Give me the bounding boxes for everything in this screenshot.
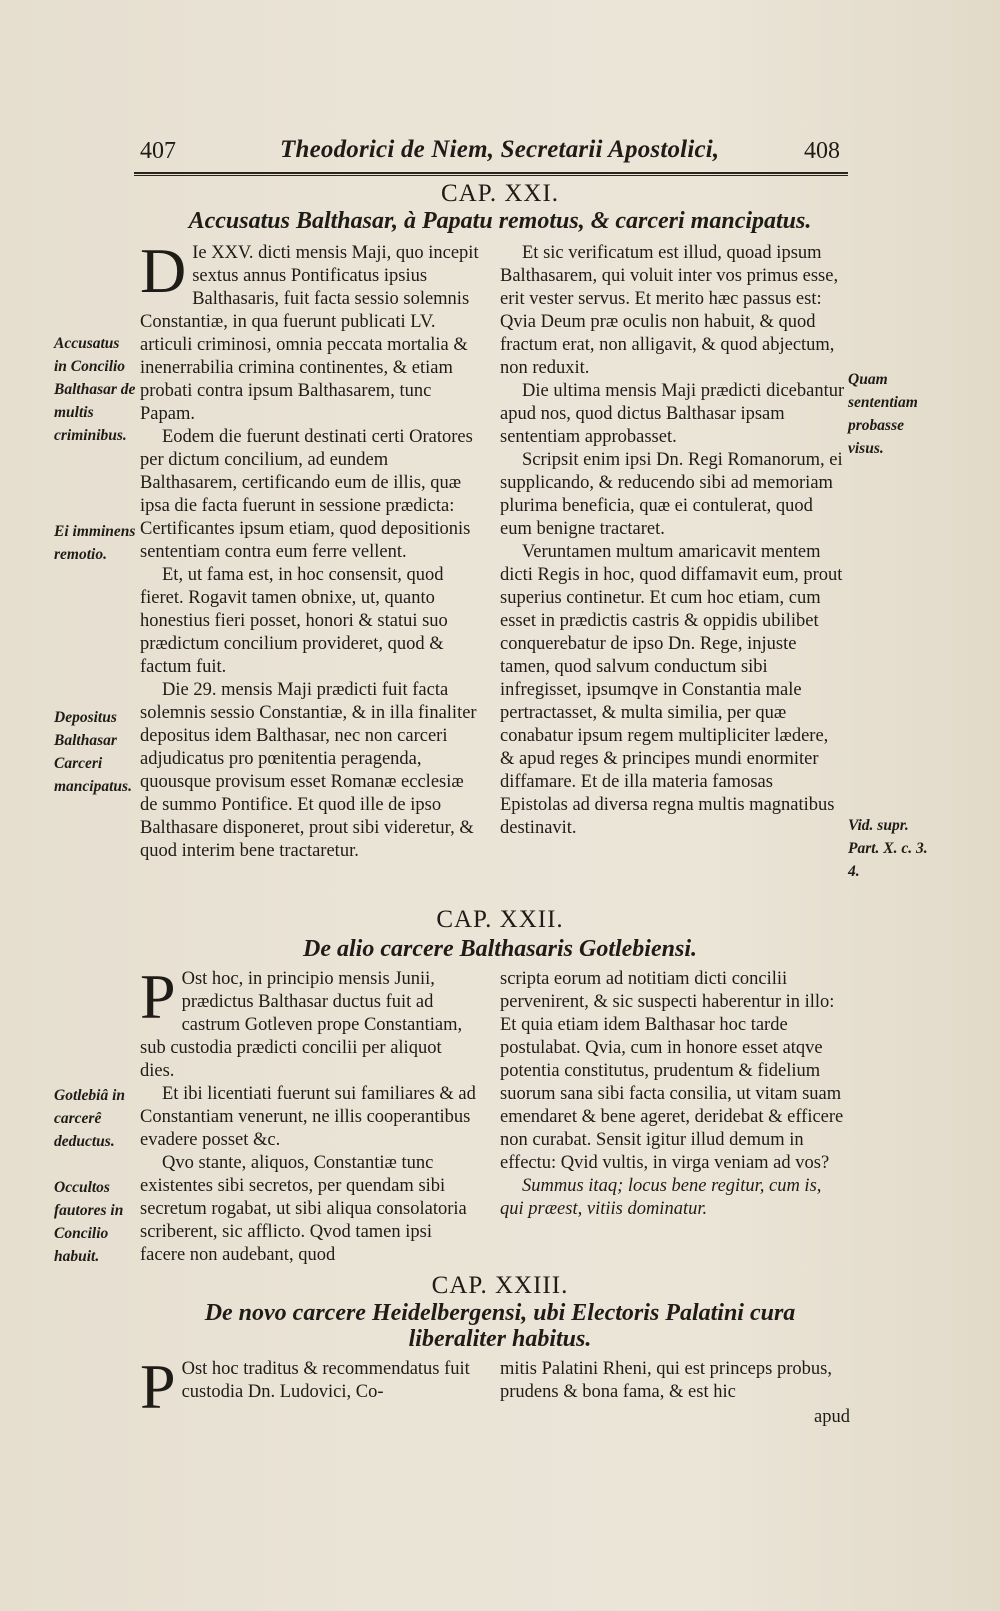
margin-note: Occultos fautores in Concilio habuit. — [54, 1179, 124, 1265]
paragraph: Qvo stante, aliquos, Constantiæ tunc existentes sibi secretos, per quendam sibi secretum rogabat, ut sibi aliqua consolatoria scriberent, sic afflicto. Qvod tamen ipsi facere non audebant, quod — [140, 1153, 467, 1265]
catchword: apud — [814, 1407, 850, 1427]
chapter-22-heading: CAP. XXII. — [436, 906, 564, 933]
chapter-23-heading: CAP. XXIII. — [431, 1272, 569, 1299]
drop-cap: P — [140, 961, 176, 1032]
paragraph: Et, ut fama est, in hoc consensit, quod fieret. Rogavit tamen obnixe, ut, quanto honestius fieri posset, honori & statui suo prædictum concilium provideret, quod & factum fuit. — [140, 565, 448, 677]
chapter-23-title-line1: De novo carcere Heidelbergensi, ubi Electoris Palatini cura — [204, 1300, 796, 1326]
paragraph: Eodem die fuerunt destinati certi Oratores per dictum concilium, ad eundem Balthasarem, certificando eum de illis, quæ ipsa die facta fuerunt in sessione prædicta: Certificantes ipsum etiam, quod depositionis sententiam contra eum ferre vellent. — [140, 427, 473, 562]
margin-note: Depositus Balthasar Carceri mancipatus. — [54, 709, 132, 795]
drop-cap: D — [140, 235, 187, 306]
header-rule — [134, 172, 848, 176]
paragraph: P Ost hoc traditus & recommendatus fuit custodia Dn. Ludovici, Co- — [140, 1351, 470, 1422]
paragraph: Die ultima mensis Maji prædicti dicebantur apud nos, quod dictus Balthasar ipsam sententiam approbasset. — [500, 381, 845, 447]
margin-note: Ei imminens remotio. — [54, 523, 136, 563]
margin-note: Quam sententiam probasse visus. — [848, 371, 918, 457]
paragraph: Summus itaq; locus bene regitur, cum is, qui præest, vitiis dominatur. — [500, 1176, 822, 1219]
margin-note: Gotlebiâ in carcerê deductus. — [54, 1087, 126, 1150]
paragraph: Die 29. mensis Maji prædicti fuit facta solemnis sessio Constantiæ, & in illa finaliter depositus idem Balthasar, nec non carceri adjudicatus pro pœnitentia peragenda, quousque provisum esset Romanæ ecclesiæ de summo Pontifice. Et quod ille de ipso Balthasare disponeret, prout sibi videretur, & quod interim bene tractaretur. — [140, 680, 477, 861]
paragraph: D Ie XXV. dicti mensis Maji, quo incepit sextus annus Pontificatus ipsius Balthasaris, fuit facta sessio solemnis Constantiæ, in qua fuerunt publicati LV. articuli criminosi, omnia peccata mortalia & inenerrabilia crimina continentes, & etiam probati contra ipsum Balthasarem, tunc Papam. — [140, 235, 479, 424]
paragraph: Et sic verificatum est illud, quoad ipsum Balthasarem, qui voluit inter vos primus esse, erit vester servus. Et merito hæc passus est: Qvia Deum præ oculis non habuit, & quod fractum erat, non alligavit, & quod abjectum, non reduxit. — [500, 243, 839, 378]
page-number-left: 407 — [140, 138, 176, 164]
paragraph: Et ibi licentiati fuerunt sui familiares & ad Constantiam venerunt, ne illis cooperantibus evadere posset &c. — [140, 1084, 476, 1150]
chapter-22-left-column — [140, 961, 480, 1267]
running-title: Theodorici de Niem, Secretarii Apostolici, — [280, 136, 720, 163]
paragraph: mitis Palatini Rheni, qui est princeps probus, prudens & bona fama, & est hic — [500, 1359, 832, 1402]
margin-note: Vid. supr. Part. X. c. 3. 4. — [848, 817, 928, 880]
paragraph: Scripsit enim ipsi Dn. Regi Romanorum, ei supplicando, & reducendo sibi ad memoriam plurima beneficia, quæ ei contulerat, quod eum benigne tractaret. — [500, 450, 843, 539]
margin-note: Accusatus in Concilio Balthasar de multis criminibus. — [54, 335, 136, 444]
chapter-21-right-column — [500, 242, 845, 840]
chapter-22-title: De alio carcere Balthasaris Gotlebiensi. — [303, 936, 697, 962]
chapter-21-title: Accusatus Balthasar, à Papatu remotus, & carceri mancipatus. — [188, 208, 812, 234]
paragraph: P Ost hoc, in principio mensis Junii, prædictus Balthasar ductus fuit ad castrum Gotleven prope Constantiam, sub custodia prædicti concilii per aliquot dies. — [140, 961, 463, 1081]
paragraph: scripta eorum ad notitiam dicti concilii pervenirent, & sic suspecti haberentur in illo: Et quia etiam idem Balthasar hoc tarde postulabat. Qvia, cum in honore esset atqve potentia constitutus, prudentum & fidelium suorum sana sibi facta consilia, ut vitam suam emendaret & bene ageret, deridebat & efficere non curabat. Sensit igitur illud demum in effectu: Qvid vultis, in virga veniam ad vos? — [500, 969, 844, 1173]
drop-cap: P — [140, 1351, 176, 1422]
chapter-22-right-column — [500, 968, 845, 1221]
running-head — [140, 136, 840, 172]
chapter-23-right-column — [500, 1358, 845, 1404]
page-number-right: 408 — [804, 138, 840, 164]
chapter-21-left-column — [140, 235, 480, 863]
chapter-21-heading: CAP. XXI. — [440, 180, 560, 207]
chapter-23-title-line2: liberaliter habitus. — [408, 1326, 592, 1352]
paragraph: Veruntamen multum amaricavit mentem dicti Regis in hoc, quod diffamavit eum, prout superius continetur. Et cum hoc etiam, cum esset in prædictis castris & oppidis ubilibet conquerebatur de ipso Dn. Rege, injuste tamen, quod salvum conductum sibi infregisset, ipsumqve in Constantia male pertractasset, & multa similia, per quæ conabatur ipsum regem multipliciter lædere, & apud reges & principes mundi enormiter diffamare. Et de illa materia famosas Epistolas ad diversa regna multis magnatibus destinavit. — [500, 542, 843, 838]
chapter-23-left-column — [140, 1351, 480, 1422]
